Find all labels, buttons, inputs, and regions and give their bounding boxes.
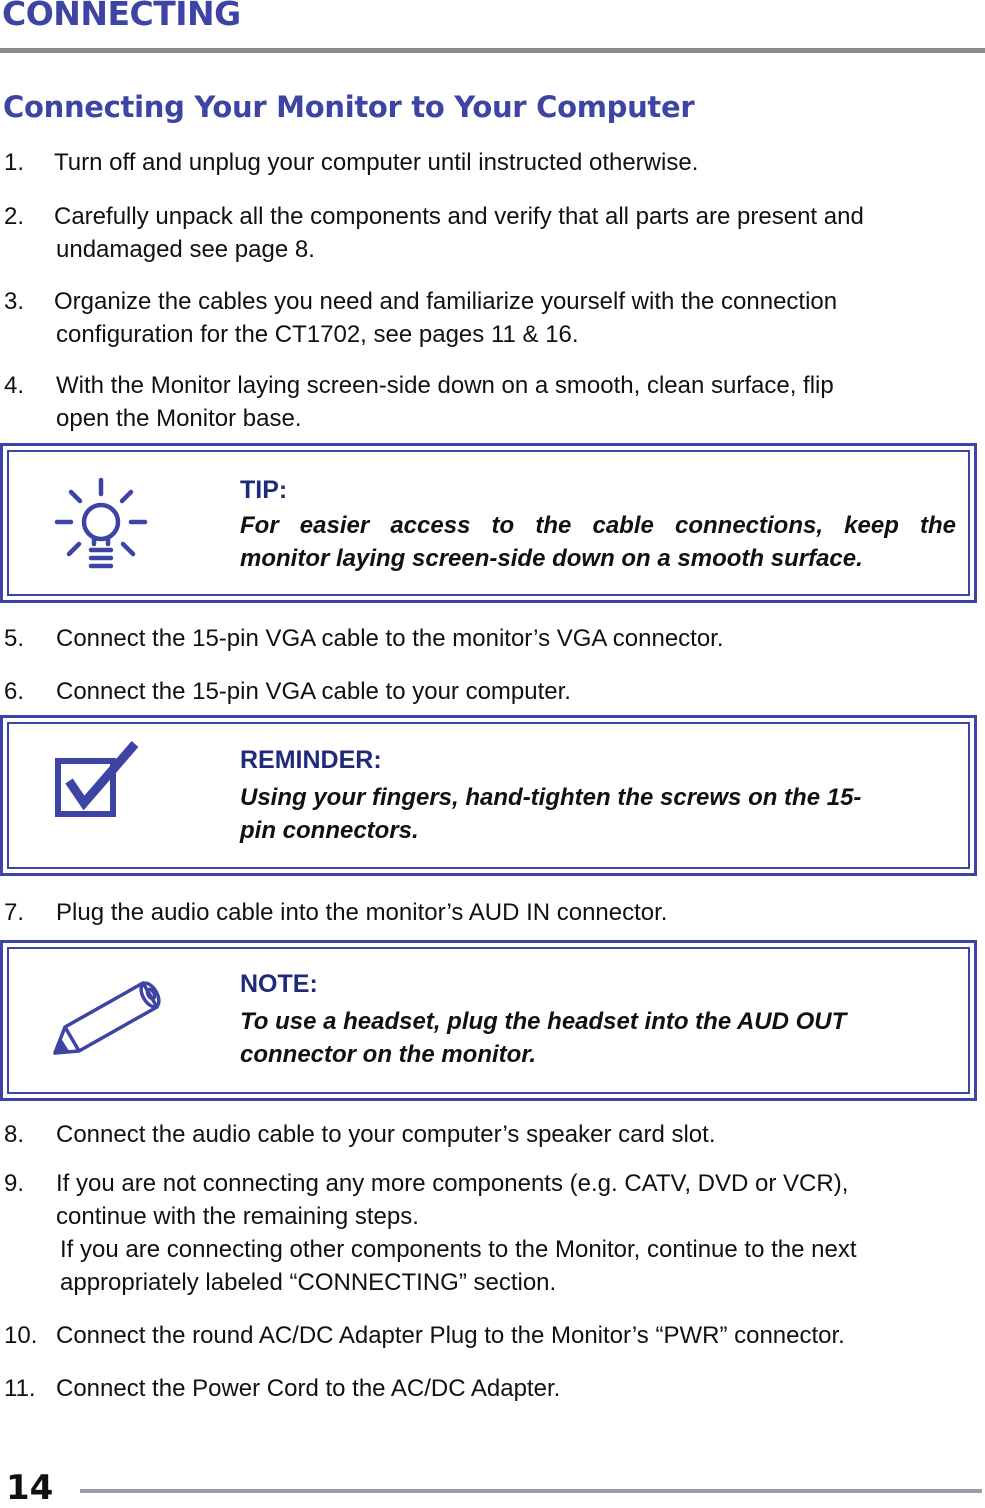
- checkbox-icon: [51, 740, 141, 825]
- step-text-line2: continue with the remaining steps.: [56, 1203, 419, 1230]
- note-label: NOTE:: [240, 970, 318, 998]
- step-8: [4, 1118, 980, 1151]
- note-callout: [0, 940, 977, 1101]
- note-text-line1: To use a headset, plug the headset into the AUD OUT: [240, 1008, 847, 1035]
- step-text-line1: Carefully unpack all the components and verify that all parts are present and: [54, 203, 864, 230]
- step-number: 2.: [4, 203, 25, 230]
- step-number: 10.: [4, 1322, 38, 1349]
- page-heading: Connecting Your Monitor to Your Computer: [3, 90, 695, 124]
- tip-callout: [0, 443, 977, 603]
- note-text-line2: connector on the monitor.: [240, 1041, 537, 1068]
- step-number: 5.: [4, 625, 25, 652]
- step-number: 1.: [4, 149, 25, 176]
- step-10: [4, 1319, 980, 1352]
- step-9: [4, 1167, 980, 1299]
- step-text-line3: If you are connecting other components to the Monitor, continue to the next: [60, 1236, 857, 1263]
- note-text: [240, 1005, 956, 1071]
- step-text-line4: appropriately labeled “CONNECTING” section.: [60, 1269, 557, 1296]
- step-number: 6.: [4, 678, 25, 705]
- step-1: [4, 146, 980, 179]
- step-text-line1: If you are not connecting any more components (e.g. CATV, DVD or VCR),: [56, 1170, 849, 1197]
- step-text-line2: open the Monitor base.: [56, 405, 302, 432]
- step-text: Connect the 15-pin VGA cable to the monitor’s VGA connector.: [56, 625, 724, 652]
- section-title: CONNECTING: [2, 0, 241, 33]
- step-2: [4, 200, 980, 266]
- step-number: 4.: [4, 372, 25, 399]
- step-number: 8.: [4, 1121, 25, 1148]
- step-text: Turn off and unplug your computer until instructed otherwise.: [54, 149, 699, 176]
- lightbulb-icon: [51, 474, 151, 585]
- reminder-callout: [0, 715, 977, 876]
- step-number: 7.: [4, 899, 25, 926]
- tip-text-line2: monitor laying screen-side down on a smooth surface.: [240, 545, 863, 572]
- tip-label: TIP:: [240, 476, 288, 504]
- step-text: Connect the Power Cord to the AC/DC Adapter.: [56, 1375, 561, 1402]
- pencil-icon: [51, 973, 171, 1063]
- tip-text-line1: For easier access to the cable connections, keep the: [240, 512, 956, 539]
- step-text: Plug the audio cable into the monitor’s AUD IN connector.: [56, 899, 668, 926]
- step-4: [4, 369, 980, 435]
- reminder-text-line2: pin connectors.: [240, 817, 419, 844]
- step-6: [4, 675, 980, 708]
- footer-divider: [80, 1489, 982, 1493]
- step-number: 11.: [4, 1375, 36, 1402]
- header-divider: [0, 48, 985, 53]
- step-number: 3.: [4, 288, 25, 315]
- reminder-text-line1: Using your fingers, hand-tighten the screws on the 15-: [240, 784, 862, 811]
- step-text: Connect the 15-pin VGA cable to your computer.: [56, 678, 571, 705]
- tip-text: [240, 509, 956, 575]
- reminder-label: REMINDER:: [240, 746, 382, 774]
- step-text-line1: With the Monitor laying screen-side down on a smooth, clean surface, flip: [56, 372, 834, 399]
- step-3: [4, 285, 980, 351]
- step-text-line2: undamaged see page 8.: [56, 236, 315, 263]
- step-7: [4, 896, 980, 929]
- step-text: Connect the round AC/DC Adapter Plug to the Monitor’s “PWR” connector.: [56, 1322, 845, 1349]
- step-5: [4, 622, 980, 655]
- step-text-line2: configuration for the CT1702, see pages 11 & 16.: [56, 321, 579, 348]
- step-11: [4, 1372, 980, 1405]
- step-text-line1: Organize the cables you need and familiarize yourself with the connection: [54, 288, 838, 315]
- step-number: 9.: [4, 1170, 25, 1197]
- page-number: 14: [6, 1468, 54, 1508]
- reminder-text: [240, 781, 956, 847]
- step-text: Connect the audio cable to your computer’s speaker card slot.: [56, 1121, 716, 1148]
